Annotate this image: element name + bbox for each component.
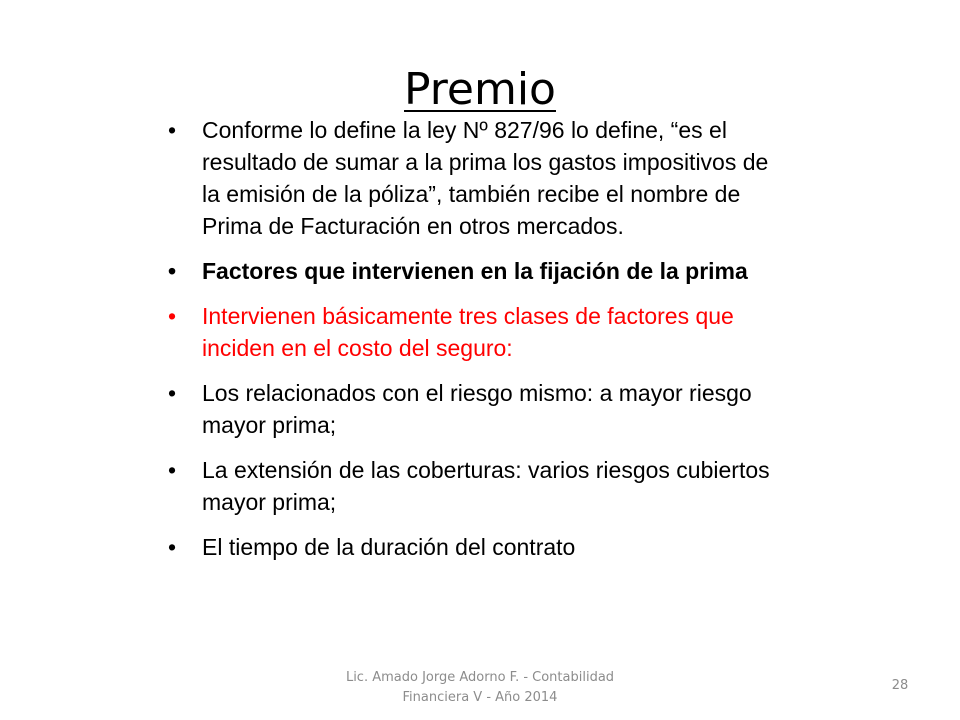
footer-line-1: Lic. Amado Jorge Adorno F. - Contabilidad [345, 670, 615, 685]
bullet-text: El tiempo de la duración del contrato [202, 534, 576, 560]
bullet-text: Factores que intervienen en la fijación de la prima [202, 258, 748, 284]
footer-line-2: Financiera V - Año 2014 [402, 690, 558, 705]
bullet-item-three-factors [166, 300, 786, 364]
bullet-text: Conforme lo define la ley Nº 827/96 lo define, “es el resultado de sumar a la prima los gastos impositivos de la emisión de la póliza”, también recibe el nombre de Prima de Facturación en otros mercados. [202, 117, 769, 239]
page-number: 28 [891, 678, 909, 693]
bullet-list [166, 114, 786, 576]
bullet-text: La extensión de las coberturas: varios riesgos cubiertos mayor prima; [202, 457, 770, 515]
bullet-item-coverage [166, 454, 786, 518]
bullet-item-risk [166, 377, 786, 441]
bullet-mark: • [168, 303, 177, 329]
bullet-mark: • [168, 117, 177, 143]
bullet-text: Los relacionados con el riesgo mismo: a mayor riesgo mayor prima; [202, 380, 752, 438]
bullet-item-duration [166, 531, 786, 563]
bullet-mark: • [168, 534, 177, 560]
bullet-mark: • [168, 380, 177, 406]
bullet-item-definition [166, 114, 786, 242]
bullet-mark: • [168, 258, 177, 284]
bullet-item-factors-heading [166, 255, 786, 287]
bullet-text: Intervienen básicamente tres clases de factores que inciden en el costo del seguro: [202, 303, 734, 361]
slide-title-text: Premio [404, 64, 556, 115]
footer-author [330, 668, 630, 708]
bullet-mark: • [168, 457, 177, 483]
slide-title [0, 62, 960, 118]
